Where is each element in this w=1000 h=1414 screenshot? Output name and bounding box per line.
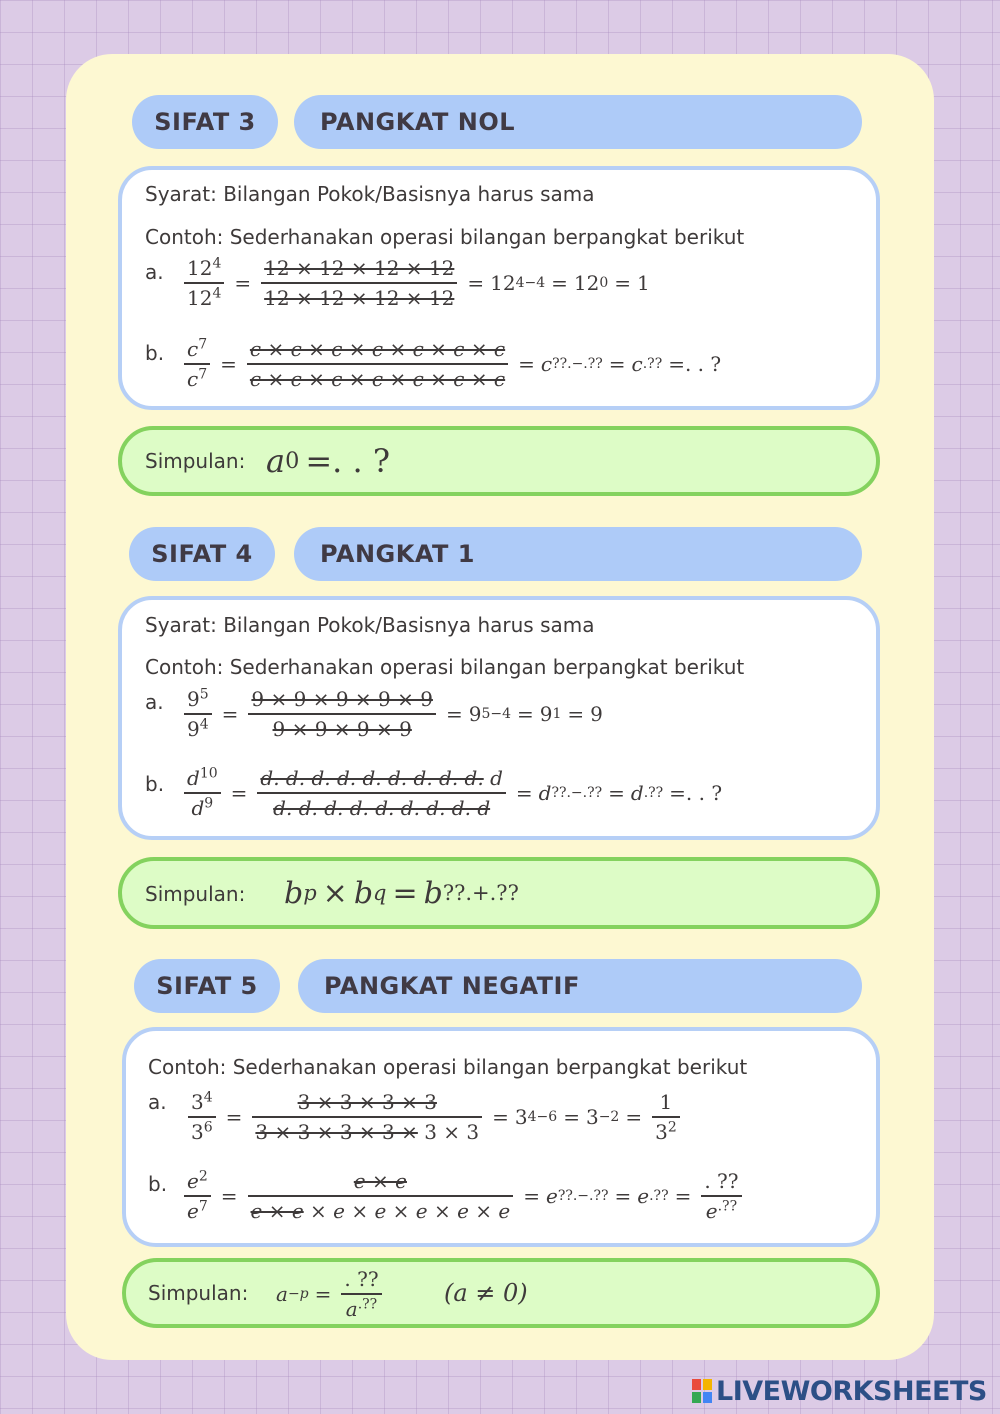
- result-fraction: $\frac{. ??}{a^{.??}}$: [341, 1267, 381, 1321]
- sifat5-contoh: Contoh: Sederhanakan operasi bilangan berpangkat berikut: [148, 1055, 748, 1079]
- sifat4-number-pill: SIFAT 4: [129, 527, 275, 581]
- sifat3-simpulan-formula: a 0 =. . ?: [266, 442, 390, 480]
- sifat4-simpulan-label: Simpulan:: [145, 882, 246, 906]
- fraction: $\frac{3^4}{3^6}$: [188, 1090, 216, 1144]
- liveworksheets-logo-text: LIVEWORKSHEETS: [716, 1375, 987, 1407]
- sifat3-simpulan-label: Simpulan:: [145, 449, 246, 473]
- sifat5-condition: (a ≠ 0): [444, 1279, 528, 1307]
- result-fraction: $\frac{. ??}{e^{.??}}$: [701, 1169, 741, 1223]
- sifat4-b-equation: $\frac{d^{10}}{d^9}$ = $\frac{d. d. d. d. d. d. d. d. d. d}{d. d. d. d. d. d. d. d. d}$ = d ??.−.?? = d .?? =. . ?: [180, 760, 728, 826]
- expanded-fraction: $\frac{9 \times 9 \times 9 \times 9 \times 9}{9 \times 9 \times 9 \times 9}$: [248, 687, 436, 741]
- expanded-fraction: $\frac{3 \times 3 \times 3 \times 3}{3 \times 3 \times 3 \times 3 \times 3 \times 3}$: [252, 1090, 482, 1144]
- sifat3-number-pill: SIFAT 3: [132, 95, 278, 149]
- sifat5-a-label: a.: [148, 1090, 167, 1114]
- result-fraction: $\frac{1}{3^2}$: [652, 1090, 680, 1144]
- sifat4-syarat: Syarat: Bilangan Pokok/Basisnya harus sama: [145, 613, 595, 637]
- sifat4-simpulan-formula: b p × b q = b ??.+.??: [284, 875, 519, 911]
- sifat5-number-pill: SIFAT 5: [134, 959, 280, 1013]
- expanded-fraction: $\frac{c \times c \times c \times c \times c \times c \times c}{c \times c \times c \times c \times c \times c \times c}$: [247, 337, 508, 391]
- sifat3-contoh: Contoh: Sederhanakan operasi bilangan berpangkat berikut: [145, 225, 745, 249]
- expanded-fraction: $\frac{e \times e}{e \times e \times e \times e \times e \times e \times e}$: [248, 1169, 514, 1223]
- expanded-fraction: $\frac{12 \times 12 \times 12 \times 12}{12 \times 12 \times 12 \times 12}$: [261, 256, 457, 310]
- expanded-fraction: $\frac{d. d. d. d. d. d. d. d. d. d}{d. d. d. d. d. d. d. d. d}$: [257, 766, 505, 820]
- sifat5-simpulan-label: Simpulan:: [148, 1281, 249, 1305]
- sifat4-contoh: Contoh: Sederhanakan operasi bilangan berpangkat berikut: [145, 655, 745, 679]
- sifat4-a-label: a.: [145, 690, 164, 714]
- fraction: $\frac{c^7}{c^7}$: [184, 337, 210, 391]
- sifat4-title-pill: PANGKAT 1: [294, 527, 862, 581]
- sifat5-simpulan-formula: a −p = $\frac{. ??}{a^{.??}}$: [276, 1266, 386, 1322]
- sifat3-title-pill: PANGKAT NOL: [294, 95, 862, 149]
- sifat3-syarat: Syarat: Bilangan Pokok/Basisnya harus sama: [145, 182, 595, 206]
- sifat3-a-equation: $\frac{12^4}{12^4}$ = $\frac{12 \times 12 \times 12 \times 12}{12 \times 12 \times 12 \times 12}$ = 12 4−4 = 12 0 = 1: [180, 253, 650, 313]
- sifat3-b-equation: $\frac{c^7}{c^7}$ = $\frac{c \times c \times c \times c \times c \times c \times c}{c \times c \times c \times c \times c \times c \times c}$ = c ??.−.?? = c .?? =. . ?: [180, 333, 727, 395]
- fraction: $\frac{9^5}{9^4}$: [184, 687, 212, 741]
- sifat3-b-label: b.: [145, 341, 165, 365]
- fraction: $\frac{e^2}{e^7}$: [184, 1169, 211, 1223]
- sifat5-b-label: b.: [148, 1172, 168, 1196]
- liveworksheets-logo-icon: [692, 1379, 712, 1403]
- sifat5-a-equation: $\frac{3^4}{3^6}$ = $\frac{3 \times 3 \times 3 \times 3}{3 \times 3 \times 3 \times 3 \times 3 \times 3}$ = 3 4−6 = 3 −2 = $\frac{1}{3^2}$: [184, 1086, 684, 1148]
- sifat4-a-equation: $\frac{9^5}{9^4}$ = $\frac{9 \times 9 \times 9 \times 9 \times 9}{9 \times 9 \times 9 \times 9}$ = 9 5−4 = 9 1 = 9: [180, 684, 603, 744]
- sifat4-b-label: b.: [145, 772, 165, 796]
- fraction: $\frac{12^4}{12^4}$: [184, 256, 224, 310]
- sifat5-b-equation: $\frac{e^2}{e^7}$ = $\frac{e \times e}{e \times e \times e \times e \times e \times e \times e}$ = e ??.−.?? = e .?? = $\frac{. ??}{e^{.??}}$: [180, 1162, 746, 1230]
- sifat3-a-label: a.: [145, 260, 164, 284]
- sifat5-title-pill: PANGKAT NEGATIF: [298, 959, 862, 1013]
- fraction: $\frac{d^{10}}{d^9}$: [184, 766, 221, 820]
- liveworksheets-logo[interactable]: [692, 1374, 987, 1408]
